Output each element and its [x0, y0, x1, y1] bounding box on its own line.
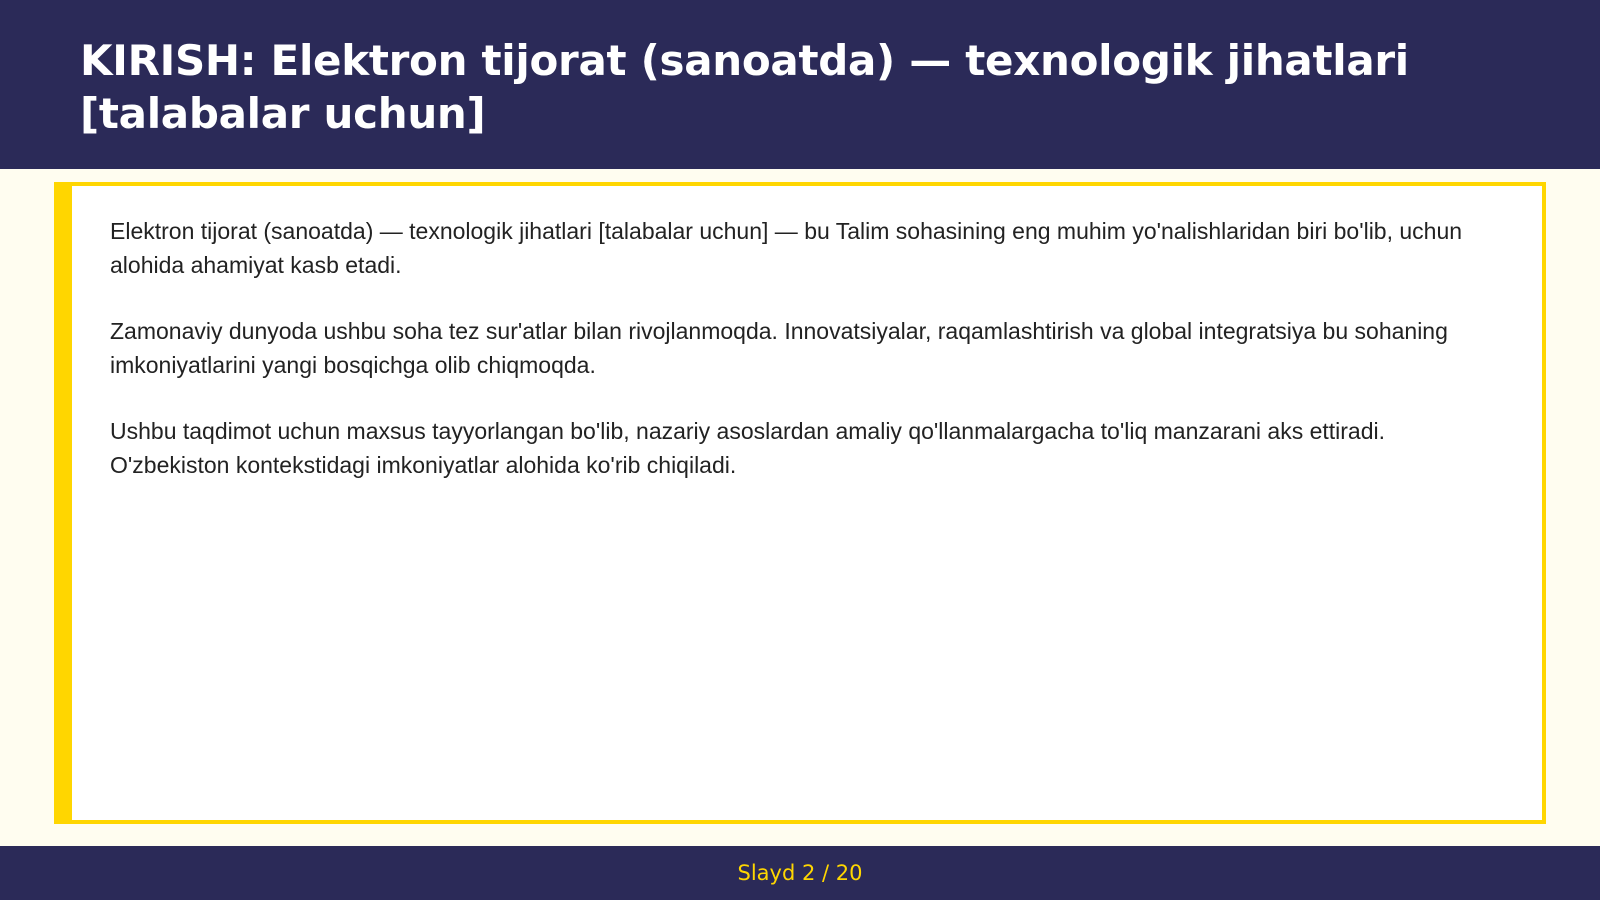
slide-footer [0, 846, 1600, 900]
paragraph-presentation-scope: Ushbu taqdimot uchun maxsus tayyorlangan bo'lib, nazariy asoslardan amaliy qo'llanmalargacha to'liq manzarani aks ettiradi. O'zbekiston kontekstidagi imkoniyatlar alohida ko'rib chiqiladi. [110, 418, 1386, 478]
slide-counter: Slayd 2 / 20 [737, 861, 863, 885]
paragraph-intro: Elektron tijorat (sanoatda) — texnologik jihatlari [talabalar uchun] — bu Talim sohasining eng muhim yo'nalishlaridan biri bo'lib, uchun alohida ahamiyat kasb etadi. [110, 218, 1463, 278]
paragraph-modern-world: Zamonaviy dunyoda ushbu soha tez sur'atlar bilan rivojlanmoqda. Innovatsiyalar, raqamlashtirish va global integratsiya bu sohaning imkoniyatlarini yangi bosqichga olib chiqmoqda. [110, 318, 1448, 378]
slide-title: KIRISH: Elektron tijorat (sanoatda) — texnologik jihatlari [talabalar uchun] [80, 36, 1409, 138]
body-text [110, 214, 1510, 514]
content-panel [54, 182, 1546, 824]
slide-header [0, 0, 1600, 169]
